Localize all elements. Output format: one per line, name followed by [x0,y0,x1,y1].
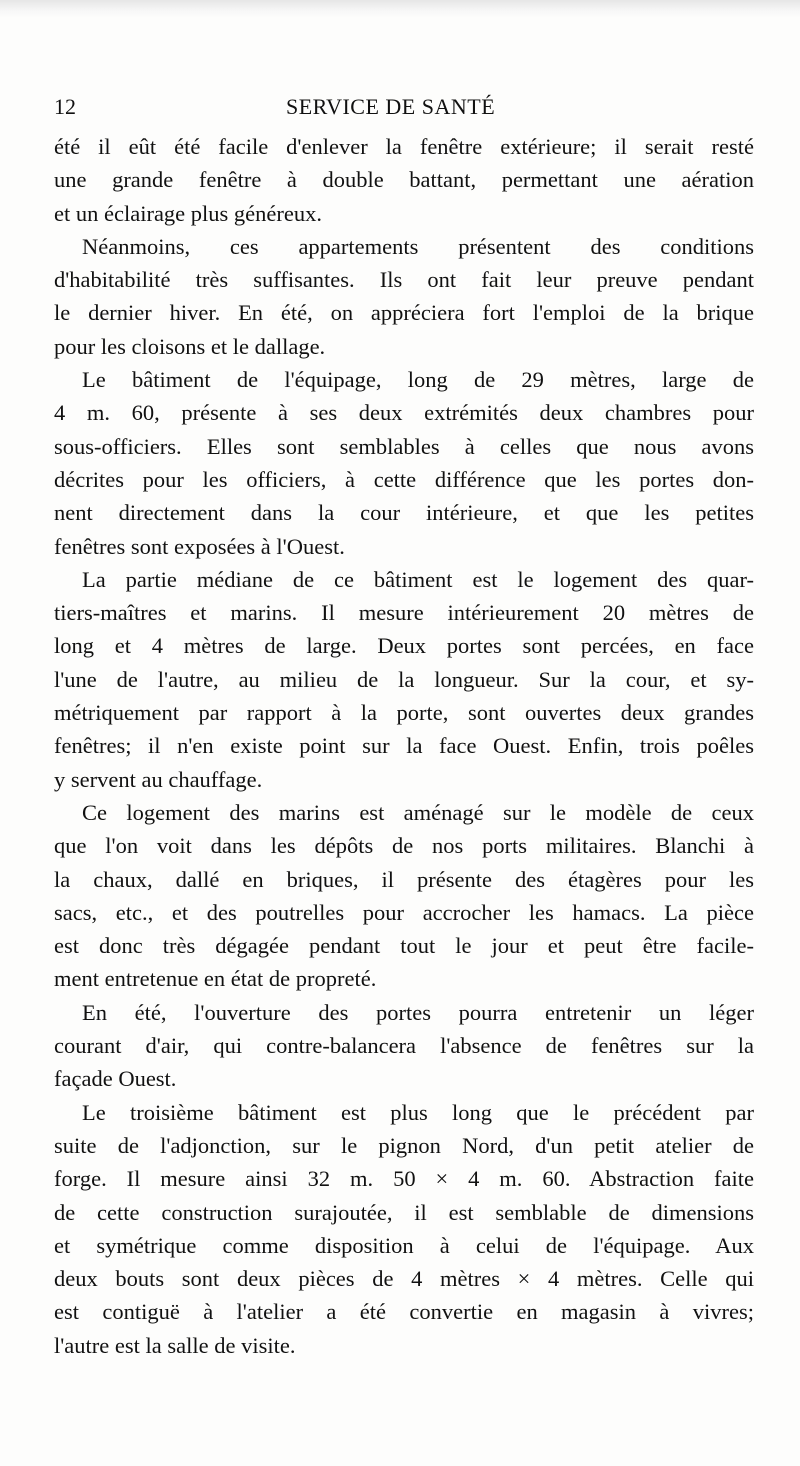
text-line: est donc très dégagée pendant tout le jour et peut être facile- [54,933,754,959]
text-line: y servent au chauffage. [54,766,263,792]
text-line: forge. Il mesure ainsi 32 m. 50 × 4 m. 60. Abstraction faite [54,1166,754,1192]
text-line: fenêtres; il n'en existe point sur la face Ouest. Enfin, trois poêles [54,733,754,759]
text-line: nent directement dans la cour intérieure, et que les petites [54,500,754,526]
text-line: le dernier hiver. En été, on appréciera fort l'emploi de la brique [54,300,754,326]
text-line: façade Ouest. [54,1066,177,1092]
text-line: d'habitabilité très suffisantes. Ils ont fait leur preuve pendant [54,267,754,293]
text-line: et un éclairage plus généreux. [54,200,323,226]
running-title: SERVICE DE SANTÉ [286,94,496,119]
text-line: l'une de l'autre, au milieu de la longueur. Sur la cour, et sy- [54,666,754,692]
text-line: l'autre est la salle de visite. [54,1332,296,1358]
page-top-edge [0,0,800,18]
text-line: la chaux, dallé en briques, il présente des étagères pour les [54,866,754,892]
text-line: que l'on voit dans les dépôts de nos ports militaires. Blanchi à [54,833,754,859]
text-line: Néanmoins, ces appartements présentent des conditions [82,233,754,259]
text-line: Le bâtiment de l'équipage, long de 29 mètres, large de [82,367,754,393]
text-line: métriquement par rapport à la porte, sont ouvertes deux grandes [54,700,754,726]
text-line: 4 m. 60, présente à ses deux extrémités deux chambres pour [54,400,754,426]
text-line: ment entretenue en état de propreté. [54,966,377,992]
text-line: est contiguë à l'atelier a été convertie en magasin à vivres; [54,1299,754,1325]
text-line: de cette construction surajoutée, il est semblable de dimensions [54,1199,754,1225]
text-line: sacs, etc., et des poutrelles pour accrocher les hamacs. La pièce [54,899,754,925]
text-line: fenêtres sont exposées à l'Ouest. [54,533,345,559]
text-line: En été, l'ouverture des portes pourra entretenir un léger [82,999,754,1025]
text-line: courant d'air, qui contre-balancera l'absence de fenêtres sur la [54,1033,754,1059]
text-line: décrites pour les officiers, à cette différence que les portes don- [54,466,754,492]
body-text [54,130,754,1362]
text-line: deux bouts sont deux pièces de 4 mètres × 4 mètres. Celle qui [54,1266,754,1292]
text-line: une grande fenêtre à double battant, permettant une aération [54,167,754,193]
text-line: Ce logement des marins est aménagé sur le modèle de ceux [82,799,754,825]
text-line: sous-officiers. Elles sont semblables à celles que nous avons [54,433,754,459]
page-number: 12 [54,94,76,119]
text-line: et symétrique comme disposition à celui de l'équipage. Aux [54,1232,754,1258]
text-line: La partie médiane de ce bâtiment est le logement des quar- [82,566,754,592]
running-head [54,92,754,122]
text-line: tiers-maîtres et marins. Il mesure intérieurement 20 mètres de [54,600,754,626]
text-line: pour les cloisons et le dallage. [54,333,326,359]
text-line: suite de l'adjonction, sur le pignon Nord, d'un petit atelier de [54,1132,754,1158]
text-line: long et 4 mètres de large. Deux portes sont percées, en face [54,633,754,659]
text-line: été il eût été facile d'enlever la fenêtre extérieure; il serait resté [54,134,754,159]
text-line: Le troisième bâtiment est plus long que le précédent par [82,1099,754,1125]
